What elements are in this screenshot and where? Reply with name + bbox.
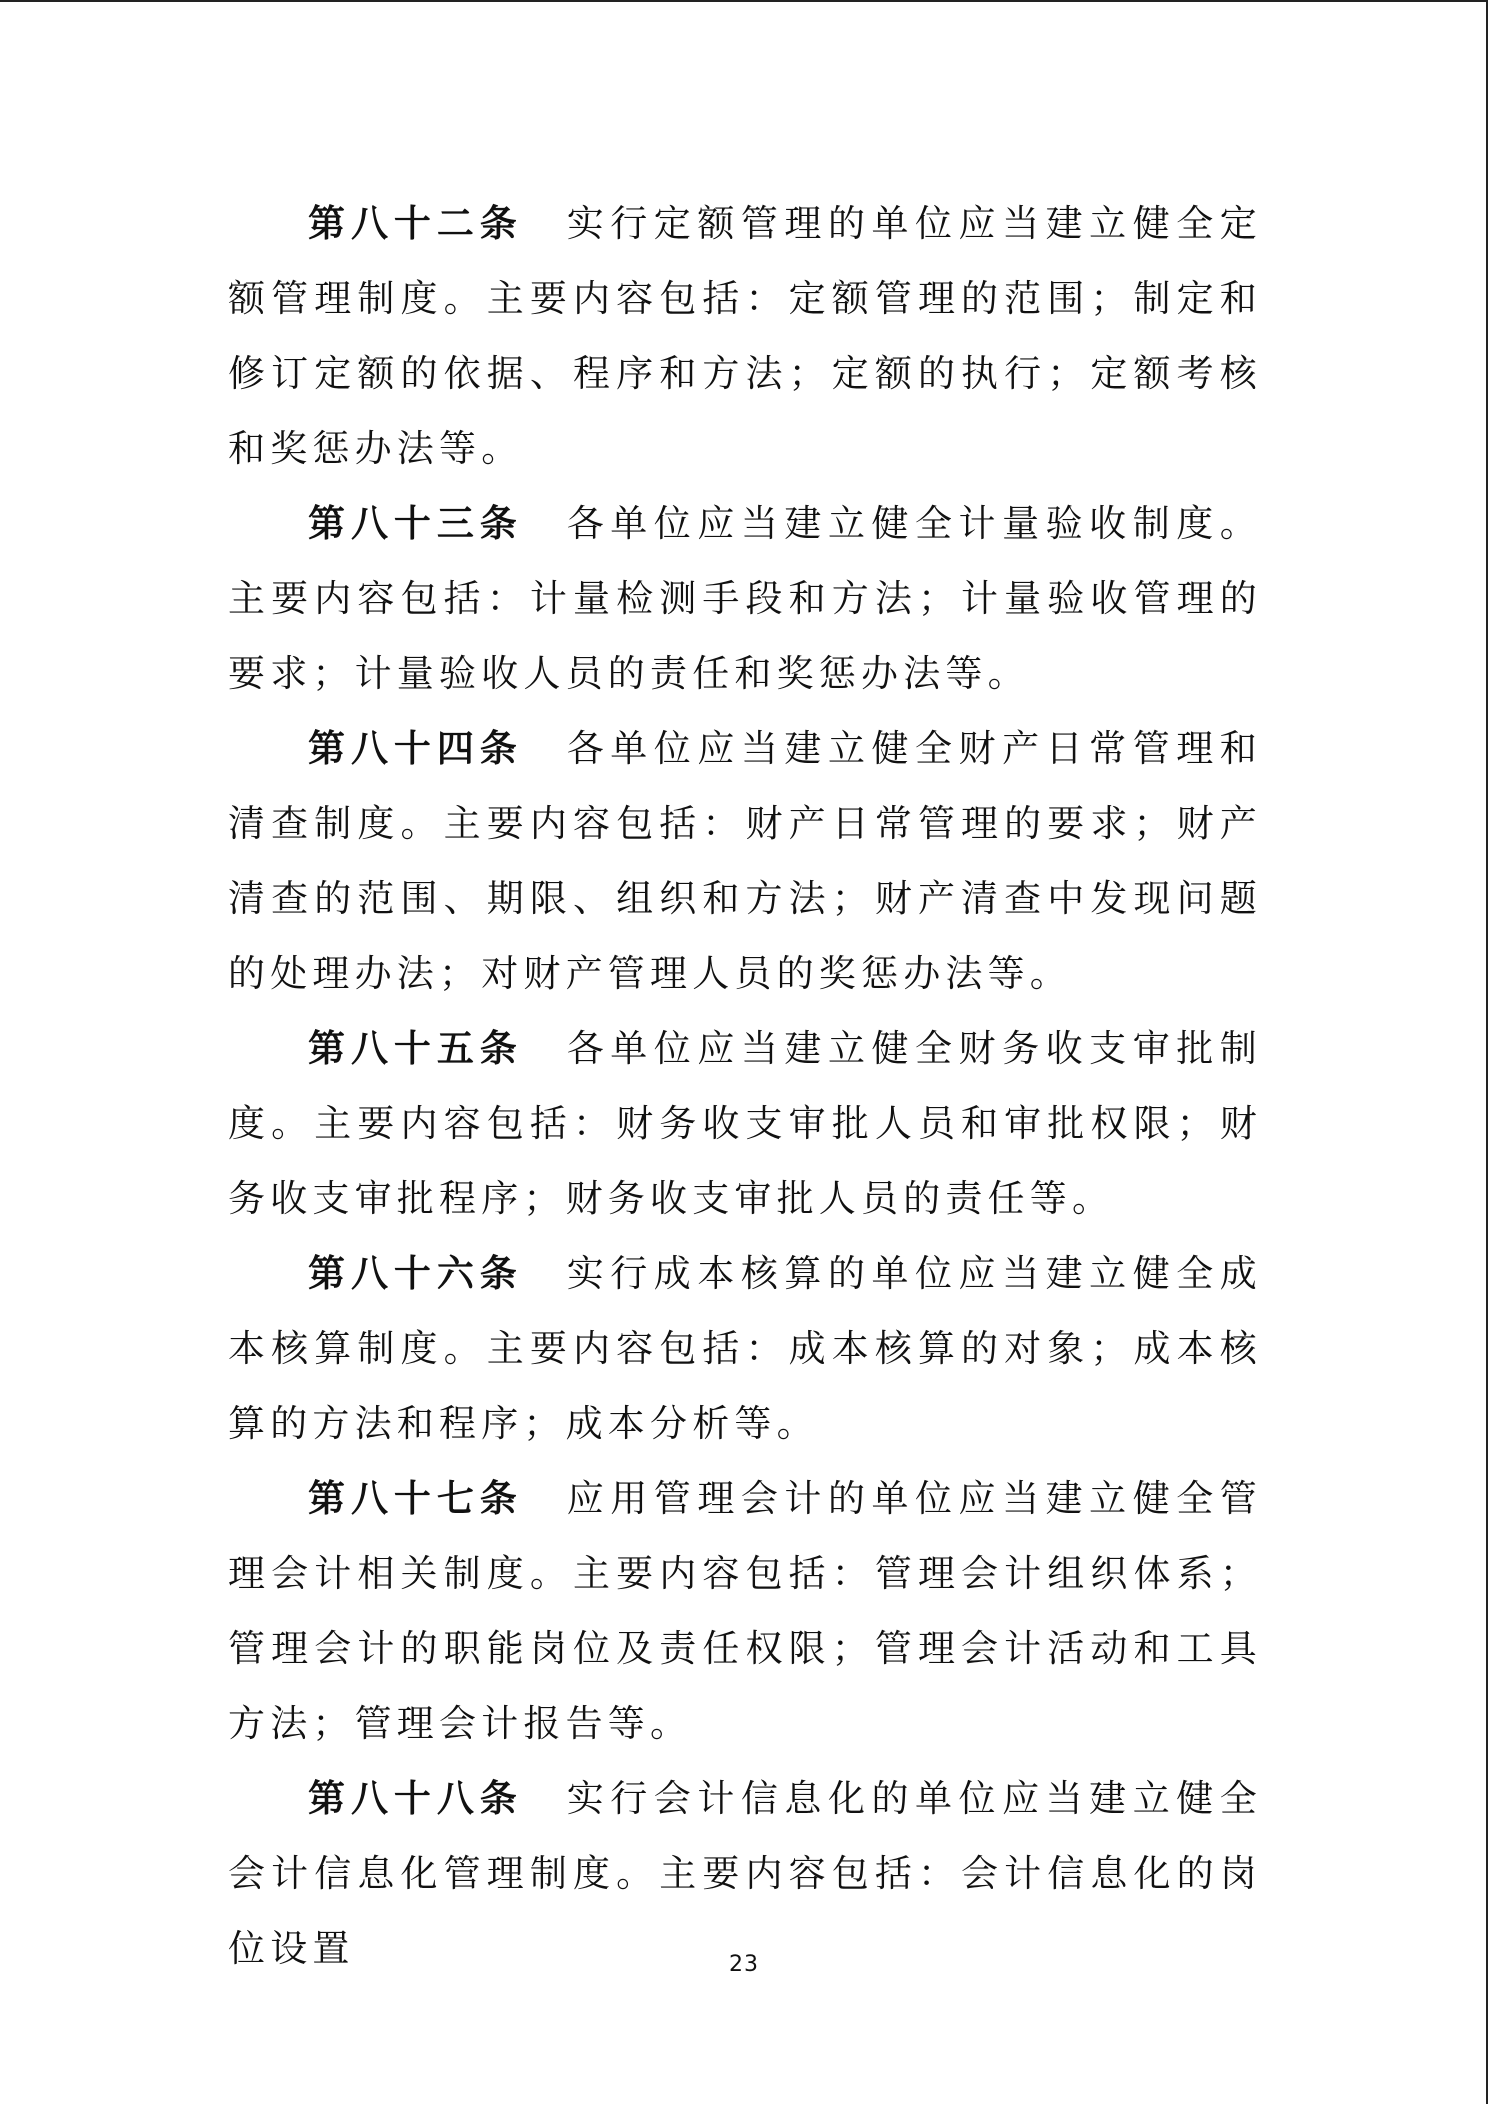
article-82 (228, 186, 1262, 486)
article-87 (228, 1461, 1262, 1761)
page-number: 23 (729, 1952, 759, 1977)
article-number: 第八十二条 (308, 201, 523, 245)
article-86 (228, 1236, 1262, 1461)
document-body (228, 186, 1262, 1986)
article-text: 实行定额管理的单位应当建立健全定额管理制度。主要内容包括：定额管理的范围；制定和修订定额的依据、程序和方法；定额的执行；定额考核和奖惩办法等。 (228, 202, 1262, 470)
article-number: 第八十三条 (308, 501, 523, 545)
article-number: 第八十七条 (308, 1476, 523, 1520)
article-number: 第八十五条 (308, 1026, 523, 1070)
article-text: 实行成本核算的单位应当建立健全成本核算制度。主要内容包括：成本核算的对象；成本核算的方法和程序；成本分析等。 (228, 1252, 1262, 1445)
article-83 (228, 486, 1262, 711)
article-text: 各单位应当建立健全财务收支审批制度。主要内容包括：财务收支审批人员和审批权限；财务收支审批程序；财务收支审批人员的责任等。 (228, 1027, 1262, 1220)
article-85 (228, 1011, 1262, 1236)
article-84 (228, 711, 1262, 1011)
article-number: 第八十八条 (308, 1776, 523, 1820)
article-text: 各单位应当建立健全计量验收制度。主要内容包括：计量检测手段和方法；计量验收管理的要求；计量验收人员的责任和奖惩办法等。 (228, 502, 1262, 695)
article-text: 实行会计信息化的单位应当建立健全会计信息化管理制度。主要内容包括：会计信息化的岗位设置 (228, 1777, 1262, 1970)
article-text: 应用管理会计的单位应当建立健全管理会计相关制度。主要内容包括：管理会计组织体系；管理会计的职能岗位及责任权限；管理会计活动和工具方法；管理会计报告等。 (228, 1477, 1262, 1745)
article-number: 第八十四条 (308, 726, 523, 770)
article-number: 第八十六条 (308, 1251, 523, 1295)
page-top-border (0, 0, 1488, 2)
article-text: 各单位应当建立健全财产日常管理和清查制度。主要内容包括：财产日常管理的要求；财产清查的范围、期限、组织和方法；财产清查中发现问题的处理办法；对财产管理人员的奖惩办法等。 (228, 727, 1262, 995)
